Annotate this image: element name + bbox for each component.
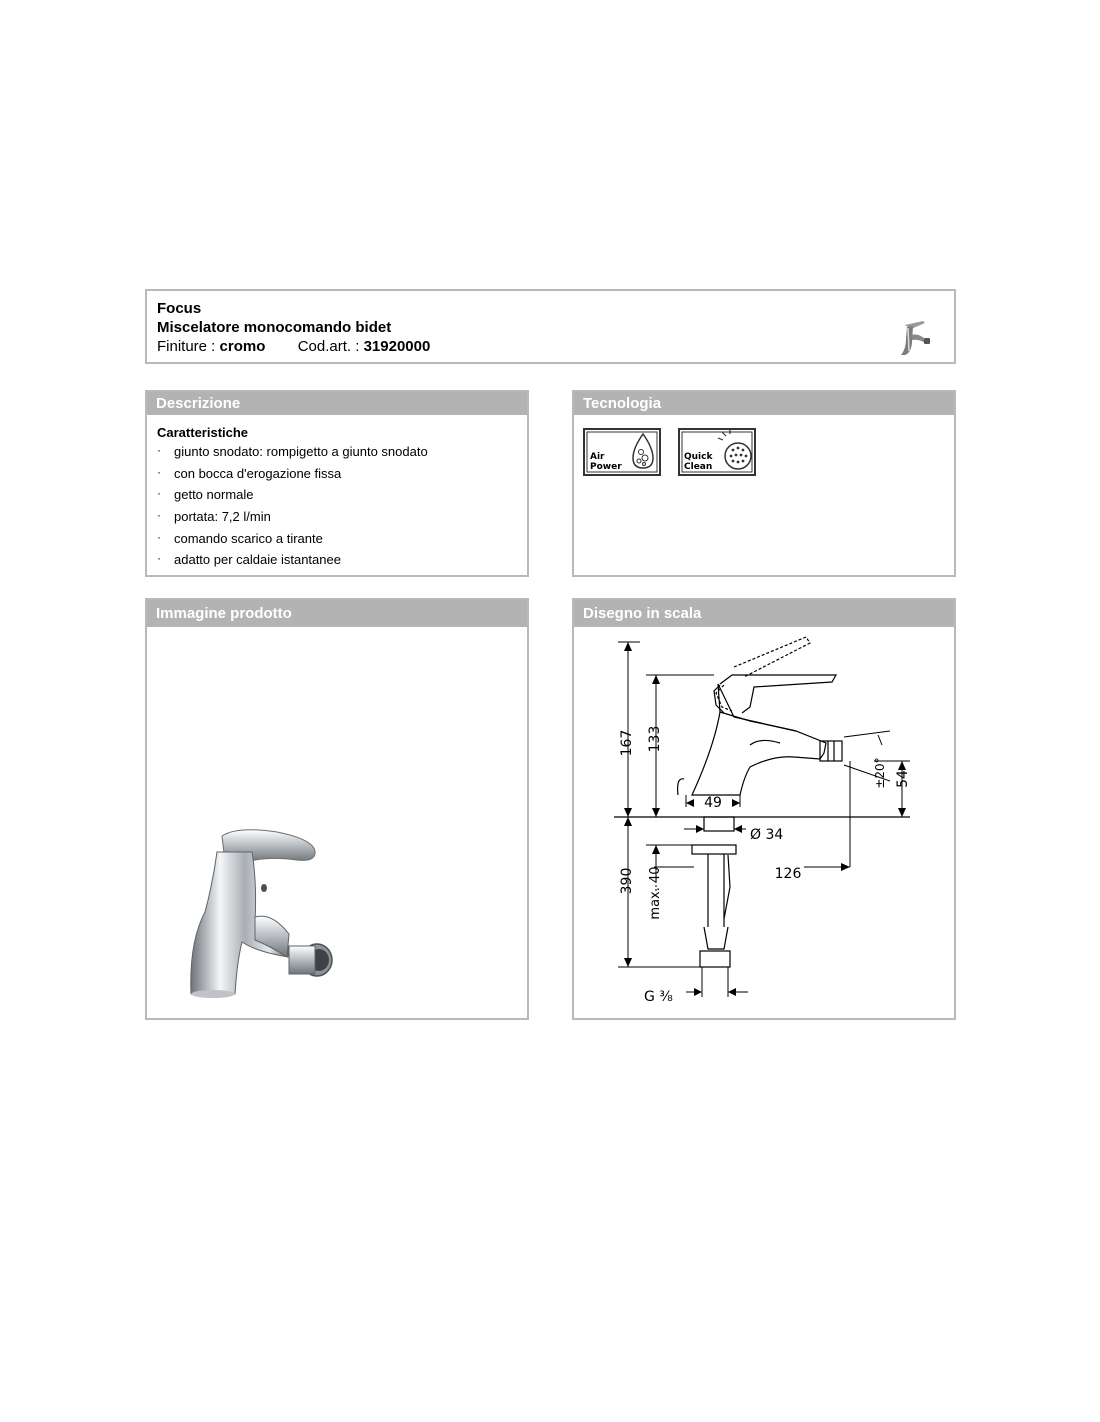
product-name: Miscelatore monocomando bidet xyxy=(157,319,392,336)
svg-text:Clean: Clean xyxy=(684,462,713,472)
dim-126: 126 xyxy=(774,866,802,882)
list-item: · portata: 7,2 l/min xyxy=(157,508,271,525)
air-power-icon xyxy=(583,428,661,476)
list-item: · getto normale xyxy=(157,486,254,503)
faucet-icon xyxy=(897,315,935,357)
technology-section xyxy=(572,390,956,577)
product-image-section xyxy=(145,598,529,1020)
product-image-header: Immagine prodotto xyxy=(147,600,527,627)
svg-text:Power: Power xyxy=(590,462,622,472)
product-header xyxy=(145,289,956,364)
features-list xyxy=(155,443,428,573)
features-title: Caratteristiche xyxy=(157,425,249,440)
finish-line xyxy=(157,338,430,355)
dim-thread: G ⅜ xyxy=(644,989,673,1005)
code-label: Cod.art. : xyxy=(297,338,360,355)
list-item: · giunto snodato: rompigetto a giunto snodato xyxy=(157,443,428,459)
dim-54: 54 xyxy=(895,770,911,788)
dim-49: 49 xyxy=(704,795,722,811)
list-item: · adatto per caldaie istantanee xyxy=(157,551,341,568)
finish-label: Finiture : xyxy=(157,338,216,355)
brand-name: Focus xyxy=(157,300,202,317)
svg-text:Quick: Quick xyxy=(684,452,713,462)
dim-133: 133 xyxy=(647,725,663,753)
quick-clean-icon xyxy=(678,428,756,476)
dim-diameter: Ø 34 xyxy=(750,827,784,843)
code-value: 31920000 xyxy=(363,338,431,355)
dim-390: 390 xyxy=(619,867,635,895)
finish-value: cromo xyxy=(219,338,266,355)
dim-angle: ±20° xyxy=(873,757,887,789)
description-section xyxy=(145,390,529,577)
scale-drawing-section xyxy=(572,598,956,1020)
dim-167: 167 xyxy=(619,729,635,757)
scale-drawing-header: Disegno in scala xyxy=(574,600,954,627)
list-item: · con bocca d'erogazione fissa xyxy=(157,464,342,481)
technical-drawing xyxy=(574,627,954,1018)
list-item: · comando scarico a tirante xyxy=(157,529,323,546)
svg-text:Air: Air xyxy=(590,452,605,462)
bidet-mixer-photo xyxy=(177,822,347,1007)
technology-header: Tecnologia xyxy=(574,392,954,415)
dim-max-40: max. 40 xyxy=(648,866,663,920)
description-header: Descrizione xyxy=(147,392,527,415)
